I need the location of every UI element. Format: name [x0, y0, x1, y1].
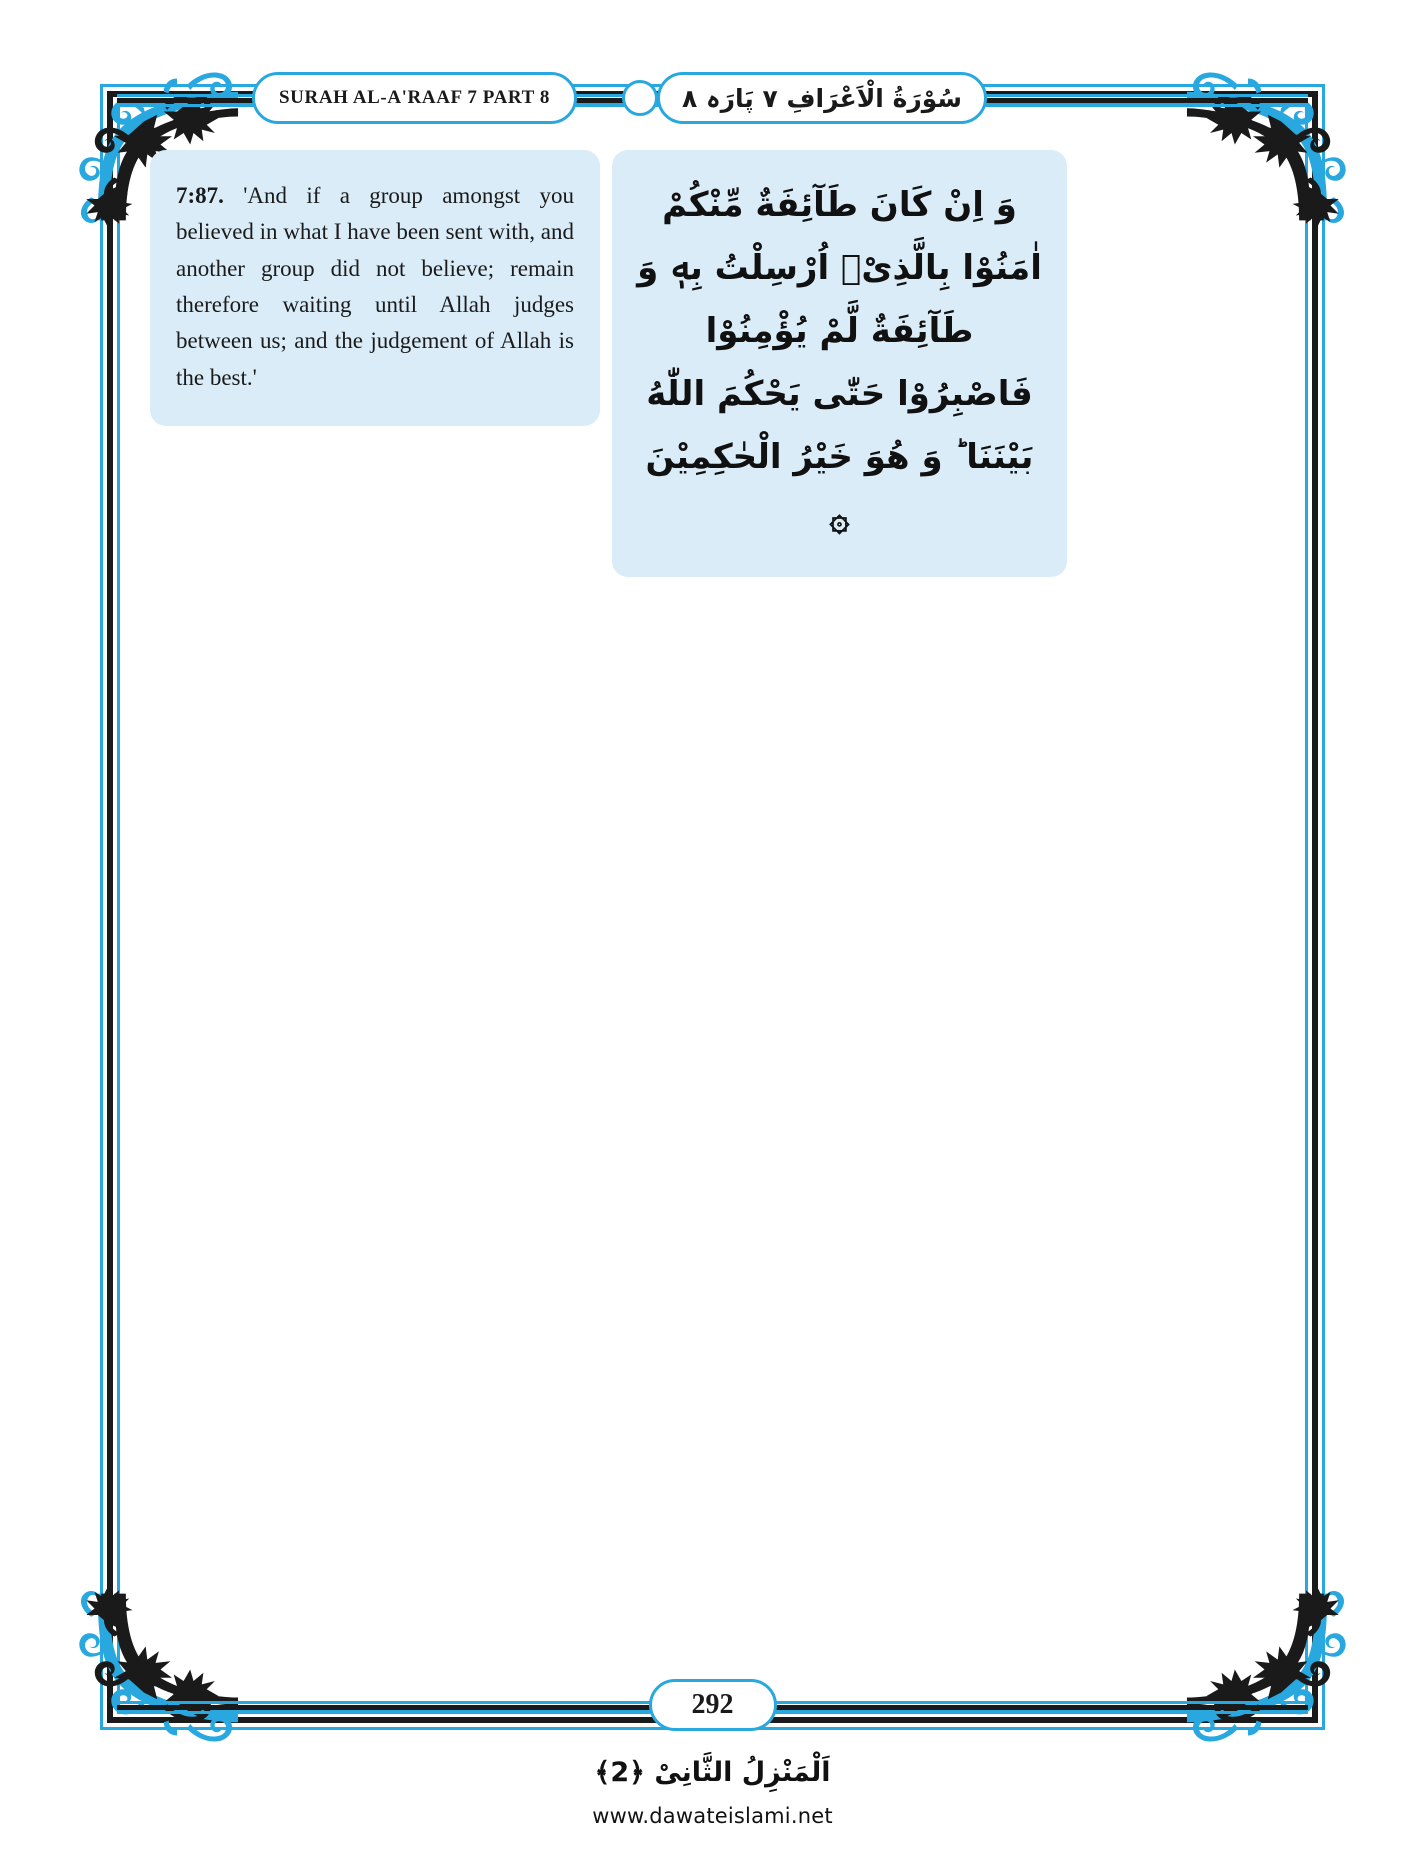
surah-title-badge-english — [252, 72, 577, 124]
verse-reference: 7:87. — [176, 183, 224, 208]
surah-title-badge-arabic — [657, 72, 987, 124]
header-connector-dot — [622, 80, 658, 116]
page-number-badge — [649, 1679, 777, 1731]
website-url: www.dawateislami.net — [592, 1804, 833, 1828]
arabic-verse-box — [612, 150, 1067, 577]
page-number: 292 — [691, 1689, 734, 1720]
translation-paragraph — [176, 178, 574, 396]
arabic-verse-text: وَ اِنْ كَانَ طَآئِفَةٌ مِّنْكُمْ اٰمَنُوْا بِالَّذِیْۤ اُرْسِلْتُ بِهٖ وَ طَآئِفَةٌ لَّمْ یُؤْمِنُوْا فَاصْبِرُوْا حَتّٰى یَحْكُمَ اللّٰهُ بَیْنَنَا ؕ وَ هُوَ خَیْرُ الْحٰكِمِیْنَ ۞ — [637, 185, 1042, 540]
translation-box — [150, 150, 600, 426]
page-footer — [117, 1679, 1308, 1735]
translation-text: 'And if a group amongst you believed in what I have been sent with, and another group did not believe; remain therefore waiting until Allah judges between us; and the judgement of Allah is the best.' — [176, 183, 574, 390]
manzil-label: اَلْمَنْزِلُ الثَّانِیْ ﴿2﴾ — [594, 1757, 831, 1789]
surah-title-arabic: سُوْرَةُ الْاَعْرَافِ ٧ پَارَہ ٨ — [681, 83, 962, 113]
page-header — [117, 72, 1308, 130]
verse-content-area — [150, 150, 1275, 577]
surah-title-english: SURAH AL-A'RAAF 7 PART 8 — [279, 87, 550, 108]
